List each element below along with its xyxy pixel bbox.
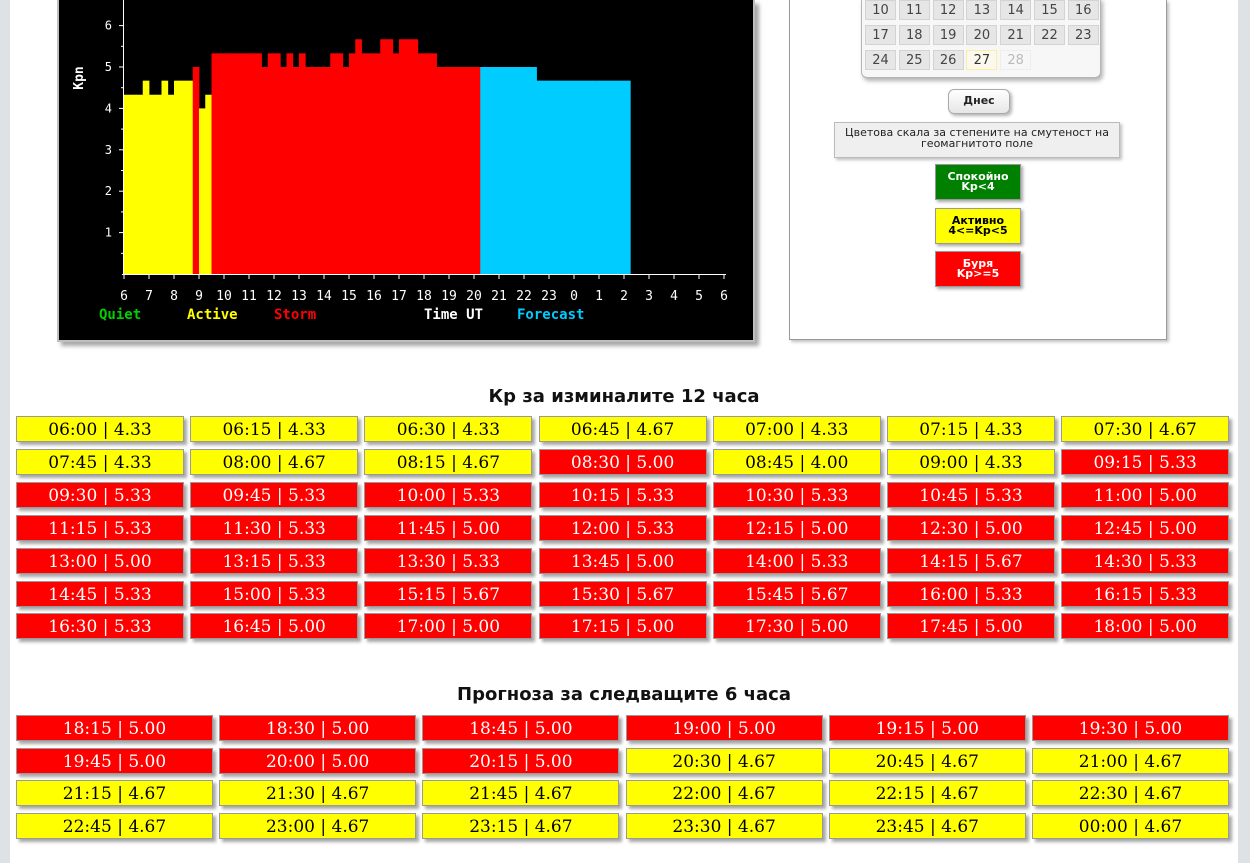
calendar-day-15[interactable]: 15 [1034, 0, 1065, 20]
x-tick-label: 23 [541, 289, 557, 304]
x-tick-label: 11 [241, 289, 257, 304]
y-tick-label: 4 [104, 101, 112, 116]
x-tick-label: 8 [170, 289, 178, 304]
kp-bar-past [287, 53, 294, 274]
kp-bar-past [168, 95, 175, 274]
kp-bar-forecast [499, 67, 506, 274]
kp-cell: 12:00 | 5.33 [539, 515, 707, 541]
kp-cell: 22:15 | 4.67 [829, 780, 1026, 806]
kp-bar-forecast [593, 81, 600, 274]
kp-cell: 00:00 | 4.67 [1032, 813, 1229, 839]
kp-cell: 16:00 | 5.33 [887, 581, 1055, 607]
kp-cell: 22:45 | 4.67 [16, 813, 213, 839]
kp-cell: 11:15 | 5.33 [16, 515, 184, 541]
kp-cell: 20:30 | 4.67 [626, 748, 823, 774]
kp-bar-past [405, 39, 412, 274]
x-tick-label: 6 [120, 289, 128, 304]
y-axis-label: Kpn [72, 66, 87, 90]
kp-cell: 10:30 | 5.33 [713, 482, 881, 508]
x-tick-label: 20 [466, 289, 482, 304]
kp-bar-past [437, 67, 444, 274]
kp-cell: 07:30 | 4.67 [1061, 416, 1229, 442]
legend-active-label: Активно [951, 214, 1005, 227]
x-tick-label: 22 [516, 289, 532, 304]
kp-bar-forecast [605, 81, 612, 274]
kp-bar-past [337, 53, 344, 274]
kp-bar-past [443, 67, 450, 274]
x-tick-label: 13 [291, 289, 307, 304]
calendar-day-10[interactable]: 10 [865, 0, 896, 20]
kp-cell: 07:00 | 4.33 [713, 416, 881, 442]
kp-bar-past [237, 53, 244, 274]
calendar-day-18[interactable]: 18 [899, 25, 930, 45]
legend-storm-label: Буря [962, 257, 994, 270]
x-tick-label: 17 [391, 289, 407, 304]
kp-cell: 21:45 | 4.67 [422, 780, 619, 806]
kp-cell: 21:30 | 4.67 [219, 780, 416, 806]
calendar-day-24[interactable]: 24 [865, 50, 896, 70]
calendar-day-11[interactable]: 11 [899, 0, 930, 20]
kp-bar-past [299, 53, 306, 274]
kp-bar-past [455, 67, 462, 274]
legend-quiet [935, 164, 1021, 200]
kp-bar-past [199, 108, 206, 274]
kp-bar-past [393, 53, 400, 274]
kp-cell: 09:45 | 5.33 [190, 482, 358, 508]
kp-bar-past [330, 53, 337, 274]
chart-legend-active: Active [187, 307, 238, 323]
kp-cell: 16:30 | 5.33 [16, 613, 184, 639]
kp-bar-past [399, 39, 406, 274]
chart-legend-quiet: Quiet [99, 307, 142, 323]
kp-bar-past [462, 67, 469, 274]
kp-bar-past [380, 39, 387, 274]
kp-cell: 15:30 | 5.67 [539, 581, 707, 607]
kp-cell: 08:30 | 5.00 [539, 449, 707, 475]
kp-bar-past [255, 53, 262, 274]
kp-bar-forecast [512, 67, 519, 274]
x-tick-label: 1 [595, 289, 603, 304]
kp-cell: 23:15 | 4.67 [422, 813, 619, 839]
kp-cell: 19:30 | 5.00 [1032, 715, 1229, 741]
kp-cell: 11:00 | 5.00 [1061, 482, 1229, 508]
kp-bar-past [293, 67, 300, 274]
kp-bar-past [368, 53, 375, 274]
kp-cell: 16:45 | 5.00 [190, 613, 358, 639]
kp-cell: 09:30 | 5.33 [16, 482, 184, 508]
kp-cell: 19:45 | 5.00 [16, 748, 213, 774]
legend-active [935, 208, 1021, 244]
calendar-day-27[interactable]: 27 [966, 50, 997, 70]
y-tick-label: 2 [104, 184, 112, 199]
kp-cell: 22:00 | 4.67 [626, 780, 823, 806]
calendar-panel [789, 0, 1167, 340]
chart-legend-time-ut: Time UT [424, 307, 484, 323]
kp-cell: 21:00 | 4.67 [1032, 748, 1229, 774]
kp-bar-past [155, 95, 162, 274]
kp-cell: 18:00 | 5.00 [1061, 613, 1229, 639]
kp-cell: 17:00 | 5.00 [364, 613, 532, 639]
kp-bar-past [343, 67, 350, 274]
kp-cell: 23:45 | 4.67 [829, 813, 1026, 839]
kp-bar-forecast [555, 81, 562, 274]
kp-bar-forecast [587, 81, 594, 274]
kp-cell: 14:00 | 5.33 [713, 548, 881, 574]
calendar-day-25[interactable]: 25 [899, 50, 930, 70]
calendar-day-14[interactable]: 14 [1000, 0, 1031, 20]
x-tick-label: 14 [316, 289, 332, 304]
kp-bar-past [230, 53, 237, 274]
date-picker [861, 0, 1101, 78]
kp-bar-past [137, 95, 144, 274]
kp-cell: 10:45 | 5.33 [887, 482, 1055, 508]
kp-bar-forecast [574, 81, 581, 274]
kp-cell: 06:30 | 4.33 [364, 416, 532, 442]
color-scale-title: Цветова скала за степените на смутеност на геомагнитото поле [834, 122, 1120, 158]
kp-cell: 17:15 | 5.00 [539, 613, 707, 639]
kp-bar-forecast [549, 81, 556, 274]
kp-cell: 22:30 | 4.67 [1032, 780, 1229, 806]
kp-cell: 15:00 | 5.33 [190, 581, 358, 607]
kp-cell: 08:45 | 4.00 [713, 449, 881, 475]
kp-cell: 13:45 | 5.00 [539, 548, 707, 574]
kp-bar-past [162, 81, 169, 274]
kp-bar-forecast [480, 67, 487, 274]
kp-bar-forecast [530, 67, 537, 274]
kp-cell: 14:45 | 5.33 [16, 581, 184, 607]
kp-bar-past [124, 95, 131, 274]
kp-bar-past [418, 53, 425, 274]
kp-bar-past [355, 39, 362, 274]
x-tick-label: 12 [266, 289, 282, 304]
kp-bar-past [412, 39, 419, 274]
kp-cell: 18:45 | 5.00 [422, 715, 619, 741]
kp-cell: 17:30 | 5.00 [713, 613, 881, 639]
x-tick-label: 15 [341, 289, 357, 304]
kp-cell: 13:30 | 5.33 [364, 548, 532, 574]
kp-cell: 12:15 | 5.00 [713, 515, 881, 541]
kp-cell: 20:15 | 5.00 [422, 748, 619, 774]
chart-legend-forecast: Forecast [517, 307, 585, 323]
kp-bar-past [280, 67, 287, 274]
kp-bar-past [174, 81, 181, 274]
kp-bar-forecast [505, 67, 512, 274]
y-tick-label: 1 [104, 225, 112, 240]
calendar-day-17[interactable]: 17 [865, 25, 896, 45]
kp-chart-svg [59, 0, 749, 338]
kp-bar-past [187, 81, 194, 274]
forecast-section-title: Прогноза за следващите 6 часа [457, 684, 791, 705]
x-tick-label: 4 [670, 289, 678, 304]
kp-bar-past [193, 67, 200, 274]
kp-bar-forecast [562, 81, 569, 274]
x-tick-label: 6 [720, 289, 728, 304]
kp-cell: 07:15 | 4.33 [887, 416, 1055, 442]
kp-cell: 15:45 | 5.67 [713, 581, 881, 607]
kp-cell: 23:00 | 4.67 [219, 813, 416, 839]
calendar-day-28: 28 [1000, 50, 1031, 70]
kp-cell: 06:45 | 4.67 [539, 416, 707, 442]
calendar-day-22[interactable]: 22 [1034, 25, 1065, 45]
kp-bar-forecast [624, 81, 631, 274]
kp-bar-forecast [580, 81, 587, 274]
kp-bar-past [268, 53, 275, 274]
kp-bar-past [387, 39, 394, 274]
kp-bar-past [474, 67, 481, 274]
kp-cell: 10:00 | 5.33 [364, 482, 532, 508]
today-button[interactable]: Днес [948, 89, 1010, 114]
legend-quiet-label: Спокойно [947, 170, 1009, 183]
kp-cell: 11:45 | 5.00 [364, 515, 532, 541]
kp-cell: 09:15 | 5.33 [1061, 449, 1229, 475]
calendar-day-19[interactable]: 19 [933, 25, 964, 45]
y-tick-label: 3 [104, 142, 112, 157]
kp-cell: 18:30 | 5.00 [219, 715, 416, 741]
kp-bar-forecast [568, 81, 575, 274]
y-tick-label: 5 [104, 60, 112, 74]
kp-bar-forecast [524, 67, 531, 274]
x-tick-label: 7 [145, 289, 153, 304]
kp-bar-past [318, 67, 325, 274]
kp-cell: 13:15 | 5.33 [190, 548, 358, 574]
kp-cell: 23:30 | 4.67 [626, 813, 823, 839]
x-tick-label: 16 [366, 289, 382, 304]
kp-bar-forecast [543, 81, 550, 274]
calendar-day-21[interactable]: 21 [1000, 25, 1031, 45]
x-tick-label: 19 [441, 289, 457, 304]
kp-cell: 21:15 | 4.67 [16, 780, 213, 806]
kp-cell: 10:15 | 5.33 [539, 482, 707, 508]
kp-bar-past [324, 67, 331, 274]
x-tick-label: 0 [570, 289, 578, 304]
kp-cell: 12:45 | 5.00 [1061, 515, 1229, 541]
kp-bar-forecast [493, 67, 500, 274]
kp-bar-past [305, 67, 312, 274]
kp-bar-past [362, 53, 369, 274]
kp-cell: 20:45 | 4.67 [829, 748, 1026, 774]
kp-cell: 12:30 | 5.00 [887, 515, 1055, 541]
kp-cell: 11:30 | 5.33 [190, 515, 358, 541]
kp-cell: 09:00 | 4.33 [887, 449, 1055, 475]
legend-storm [935, 251, 1021, 287]
kp-bar-past [349, 53, 356, 274]
x-tick-label: 2 [620, 289, 628, 304]
kp-bar-past [149, 95, 156, 274]
legend-storm-range: Kp>=5 [956, 267, 1000, 280]
kp-cell: 17:45 | 5.00 [887, 613, 1055, 639]
kp-bar-past [180, 81, 187, 274]
kp-bar-past [212, 53, 219, 274]
kp-bar-past [374, 53, 381, 274]
calendar-day-12[interactable]: 12 [933, 0, 964, 20]
calendar-day-23[interactable]: 23 [1068, 25, 1099, 45]
x-tick-label: 10 [216, 289, 232, 304]
kp-bar-past [224, 53, 231, 274]
calendar-day-26[interactable]: 26 [933, 50, 964, 70]
kp-cell: 14:15 | 5.67 [887, 548, 1055, 574]
kp-cell: 13:00 | 5.00 [16, 548, 184, 574]
x-tick-label: 9 [195, 289, 203, 304]
kp-cell: 19:00 | 5.00 [626, 715, 823, 741]
kp-bar-past [243, 53, 250, 274]
kp-cell: 14:30 | 5.33 [1061, 548, 1229, 574]
kp-bar-past [424, 53, 431, 274]
x-tick-label: 21 [491, 289, 507, 304]
kp-cell: 06:15 | 4.33 [190, 416, 358, 442]
kp-cell: 08:15 | 4.67 [364, 449, 532, 475]
kp-bar-forecast [618, 81, 625, 274]
kp-bar-past [274, 53, 281, 274]
kp-bar-forecast [537, 81, 544, 274]
x-tick-label: 18 [416, 289, 432, 304]
kp-bar-past [205, 95, 212, 274]
kp-bar-past [143, 81, 150, 274]
kp-bar-past [430, 53, 437, 274]
y-tick-label: 6 [104, 18, 112, 33]
x-tick-label: 3 [645, 289, 653, 304]
kp-bar-forecast [518, 67, 525, 274]
kp-cell: 07:45 | 4.33 [16, 449, 184, 475]
kp-cell: 20:00 | 5.00 [219, 748, 416, 774]
legend-quiet-range: Kp<4 [961, 180, 995, 193]
kp-cell: 19:15 | 5.00 [829, 715, 1026, 741]
calendar-day-13[interactable]: 13 [966, 0, 997, 20]
past-section-title: Кр за изминалите 12 часа [488, 386, 760, 407]
kp-bar-past [262, 67, 269, 274]
kp-bar-past [249, 53, 256, 274]
chart-legend-storm: Storm [274, 307, 317, 323]
kp-cell: 16:15 | 5.33 [1061, 581, 1229, 607]
kp-cell: 06:00 | 4.33 [16, 416, 184, 442]
kp-bar-forecast [599, 81, 606, 274]
kp-bar-past [130, 95, 137, 274]
kp-cell: 08:00 | 4.67 [190, 449, 358, 475]
kp-bar-past [218, 53, 225, 274]
kp-bar-forecast [487, 67, 494, 274]
kp-cell: 18:15 | 5.00 [16, 715, 213, 741]
kp-bar-past [468, 67, 475, 274]
calendar-day-20[interactable]: 20 [966, 25, 997, 45]
kp-bar-past [449, 67, 456, 274]
calendar-day-16[interactable]: 16 [1068, 0, 1099, 20]
x-tick-label: 5 [695, 289, 703, 304]
legend-active-range: 4<=Kp<5 [948, 224, 1008, 237]
page [10, 0, 1238, 863]
kp-cell: 15:15 | 5.67 [364, 581, 532, 607]
kp-chart [57, 0, 755, 342]
kp-bar-forecast [612, 81, 619, 274]
kp-bar-past [312, 67, 319, 274]
